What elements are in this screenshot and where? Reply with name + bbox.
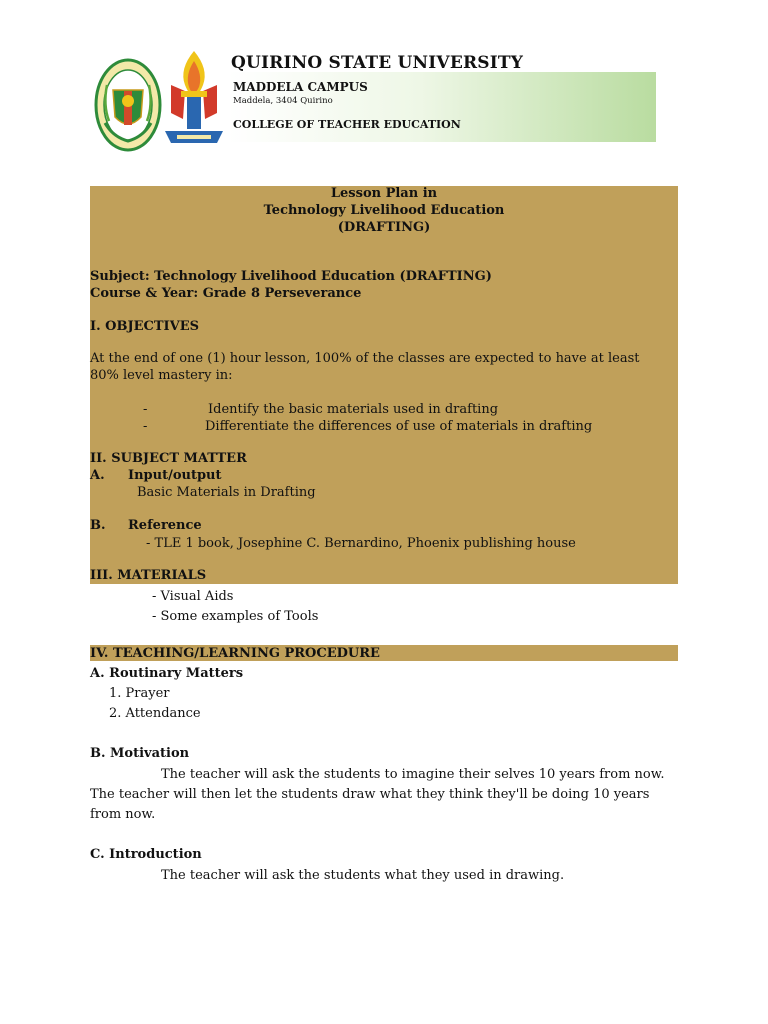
campus-address: Maddela, 3404 Quirino [233, 96, 333, 106]
materials-heading: III. MATERIALS [90, 568, 207, 583]
routinary-item: 1. Prayer [109, 686, 170, 701]
introduction-heading: C. Introduction [90, 847, 202, 862]
campus-name: MADDELA CAMPUS [233, 80, 368, 94]
material-item: - Visual Aids [152, 589, 234, 604]
title-line-3: (DRAFTING) [337, 220, 431, 235]
title-line-2: Technology Livelihood Education [263, 203, 505, 218]
material-item: - Some examples of Tools [152, 609, 319, 624]
motivation-heading: B. Motivation [90, 746, 190, 761]
motivation-line-1: The teacher will ask the students to imagine their selves 10 years from now. [161, 767, 665, 782]
subject-line: Subject: Technology Livelihood Education (DRAFTING) [90, 269, 492, 284]
input-output-label: A. [90, 468, 105, 483]
introduction-line-1: The teacher will ask the students what they used in drawing. [161, 868, 565, 883]
input-output-text: Basic Materials in Drafting [137, 485, 316, 500]
objective-item: Identify the basic materials used in drafting [208, 402, 499, 417]
routinary-heading: A. Routinary Matters [90, 666, 244, 681]
routinary-item: 2. Attendance [109, 706, 201, 721]
objectives-intro-line-1: At the end of one (1) hour lesson, 100% of the classes are expected to have at least [90, 351, 640, 366]
objective-dash: - [143, 402, 148, 417]
objective-dash: - [143, 419, 148, 434]
reference-title: Reference [128, 518, 202, 533]
university-seal-logo [93, 55, 163, 155]
university-name: QUIRINO STATE UNIVERSITY [231, 53, 524, 73]
objectives-heading: I. OBJECTIVES [90, 319, 199, 334]
input-output-title: Input/output [128, 468, 222, 483]
objectives-intro-line-2: 80% level mastery in: [90, 368, 233, 383]
torch-logo [163, 47, 225, 151]
motivation-line-3: from now. [90, 807, 156, 822]
motivation-line-2: The teacher will then let the students draw what they think they'll be doing 10 years [90, 787, 650, 802]
reference-text: - TLE 1 book, Josephine C. Bernardino, Phoenix publishing house [146, 536, 576, 551]
procedure-heading: IV. TEACHING/LEARNING PROCEDURE [90, 646, 380, 661]
title-line-1: Lesson Plan in [330, 186, 438, 201]
subject-matter-heading: II. SUBJECT MATTER [90, 451, 247, 466]
college-name: COLLEGE OF TEACHER EDUCATION [233, 118, 461, 131]
objective-item: Differentiate the differences of use of materials in drafting [205, 419, 593, 434]
reference-label: B. [90, 518, 106, 533]
course-year-line: Course & Year: Grade 8 Perseverance [90, 286, 362, 301]
